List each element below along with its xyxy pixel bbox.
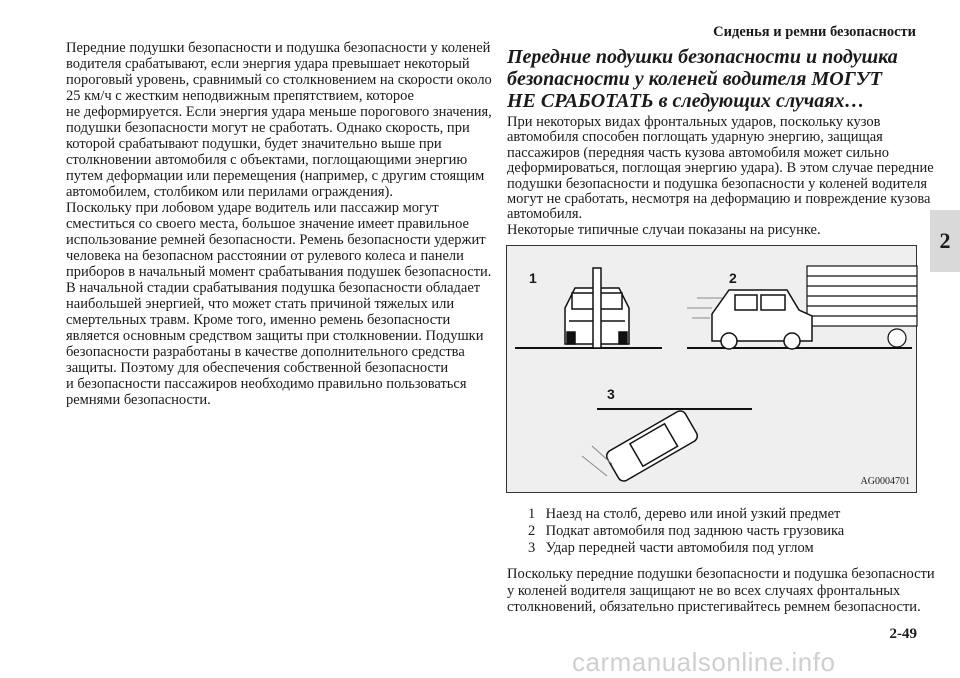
- text-line: деформироваться, поглощая энергию удара). В этом случае передние: [507, 160, 934, 177]
- text-line: человека на безопасном расстоянии от рулевого колеса и панели: [66, 248, 464, 264]
- intro-text: [507, 115, 934, 238]
- text-line: Поскольку передние подушки безопасности и подушка безопасности: [507, 566, 935, 582]
- text-line: подушки безопасности могут не сработать. Однако скорость, при: [66, 120, 470, 136]
- car-top-view-icon: [605, 409, 700, 483]
- pole-icon: [593, 268, 601, 348]
- legend-num: 1: [528, 506, 536, 522]
- legend-text: Подкат автомобиля под заднюю часть грузовика: [545, 523, 845, 539]
- text-line: является основным средством защиты при столкновении. Подушки: [66, 328, 484, 344]
- section-header: Сиденья и ремни безопасности: [713, 24, 916, 40]
- text-line: и безопасности пассажиров необходимо правильно пользоваться: [66, 376, 467, 392]
- figure-code: AG0004701: [860, 476, 910, 487]
- text-line: При некоторых видах фронтальных ударов, поскольку кузов: [507, 114, 881, 130]
- outro-text: [507, 566, 935, 616]
- text-line: безопасности разработаны в качестве дополнительного средства: [66, 344, 465, 360]
- text-line: пороговый уровень, сравнимый со столкновением на скорости около: [66, 72, 492, 88]
- text-line: Передние подушки безопасности и подушка безопасности у коленей: [66, 40, 491, 56]
- figure-label-2: 2: [729, 270, 737, 286]
- text-line: пассажиров (передняя часть кузова автомобиля может сильно: [507, 144, 889, 161]
- motion-lines: [582, 446, 612, 476]
- text-line: В начальной стадии срабатывания подушка безопасности обладает: [66, 280, 481, 296]
- section-title: [507, 46, 898, 112]
- text-line: водителя срабатывают, если энергия удара превышает некоторый: [66, 56, 470, 72]
- text-line: автомобилем, столбиком или перилами ограждения).: [66, 184, 393, 200]
- chapter-tab: 2: [930, 210, 960, 272]
- text-line: у коленей водителя защищают не во всех случаях фронтальных: [507, 582, 901, 599]
- text-line: автомобиля.: [507, 206, 583, 223]
- text-line: столкновении автомобиля с объектами, поглощающими энергию: [66, 152, 468, 168]
- text-line: 25 км/ч с жестким неподвижным препятствием, которое: [66, 88, 414, 104]
- legend-item: [528, 540, 844, 557]
- text-line: сместиться со своего места, большое значение имеет правильное: [66, 216, 469, 232]
- legend-num: 2: [528, 523, 536, 539]
- text-line: ремнями безопасности.: [66, 392, 211, 408]
- legend-text: Удар передней части автомобиля под углом: [545, 540, 814, 556]
- figure-legend: [528, 506, 844, 557]
- illustration-drawing: [507, 246, 918, 494]
- legend-item: [528, 506, 844, 523]
- left-column-text: [66, 40, 492, 408]
- text-line: не деформируется. Если энергия удара меньше порогового значения,: [66, 104, 492, 120]
- legend-text: Наезд на столб, дерево или иной узкий предмет: [545, 506, 841, 522]
- text-line: подушки безопасности и подушка безопасности у коленей водителя: [507, 175, 928, 192]
- title-line: НЕ СРАБОТАТЬ в следующих случаях…: [507, 90, 865, 112]
- title-line: безопасности у коленей водителя МОГУТ: [507, 68, 882, 90]
- text-line: приборов в начальный момент срабатывания подушек безопасности.: [66, 264, 492, 280]
- car-side-icon: [712, 290, 812, 349]
- text-line: наибольшей энергией, что может стать причиной тяжелых или: [66, 296, 455, 312]
- figure-label-1: 1: [529, 270, 537, 286]
- page-number: 2-49: [889, 626, 917, 642]
- truck-rear-icon: [807, 266, 917, 347]
- text-line: использование ремней безопасности. Ремень безопасности удержит: [66, 232, 486, 248]
- text-line: автомобиля способен поглощать ударную энергию, защищая: [507, 129, 883, 146]
- watermark: carmanualsonline.info: [572, 647, 836, 677]
- text-line: столкновений, обязательно пристегивайтесь ремнем безопасности.: [507, 599, 921, 615]
- legend-item: [528, 523, 844, 540]
- text-line: Некоторые типичные случаи показаны на рисунке.: [507, 221, 821, 238]
- text-line: защиты. Поэтому для обеспечения собственной безопасности: [66, 360, 449, 376]
- text-line: могут не сработать, несмотря на деформацию и повреждение кузова: [507, 191, 931, 208]
- text-line: Поскольку при лобовом ударе водитель или пассажир могут: [66, 200, 439, 216]
- text-line: путем деформации или перемещения (например, с другим стоящим: [66, 168, 485, 184]
- figure-label-3: 3: [607, 386, 615, 402]
- text-line: которой срабатывают подушки, будет значительно выше при: [66, 136, 442, 152]
- crash-illustration: [506, 245, 917, 493]
- text-line: смертельных травм. Кроме того, именно ремень безопасности: [66, 312, 451, 328]
- legend-num: 3: [528, 540, 536, 556]
- title-line: Передние подушки безопасности и подушка: [507, 46, 898, 68]
